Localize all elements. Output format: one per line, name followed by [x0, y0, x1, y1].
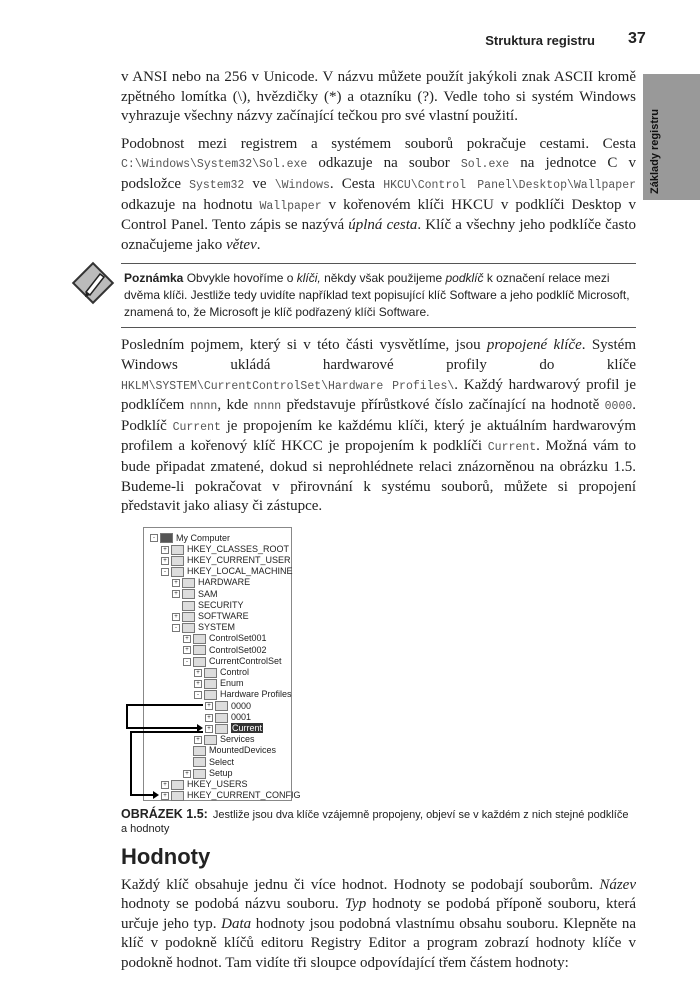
computer-icon [160, 533, 173, 543]
expand-icon[interactable]: + [172, 613, 180, 621]
folder-icon [193, 757, 206, 767]
paragraph-1: v ANSI nebo na 256 v Unicode. V názvu můžete použít jakýkoli znak ASCII kromě zpětného lomítka (\), hvězdičky (*) a otazníku (?). Vedle toho si systém Windows vyhrazuje všechny názvy začínající tečkou pro své vlastní použití. [121, 69, 636, 125]
expand-icon[interactable]: + [183, 635, 191, 643]
link-arrow-line [126, 727, 198, 729]
collapse-icon[interactable]: - [194, 691, 202, 699]
tree-node-label: Hardware Profiles [220, 689, 292, 700]
expand-icon[interactable]: + [161, 557, 169, 565]
tree-node[interactable] [172, 611, 249, 622]
collapse-icon[interactable]: - [172, 624, 180, 632]
tree-node[interactable] [183, 633, 267, 644]
tree-node-label: SECURITY [198, 599, 244, 610]
folder-icon [182, 578, 195, 588]
arrowhead-icon [153, 791, 159, 799]
tree-node[interactable] [194, 678, 244, 689]
tree-node[interactable] [161, 544, 289, 555]
tree-node[interactable] [183, 645, 267, 656]
tree-node[interactable] [172, 622, 235, 633]
expand-icon[interactable]: + [183, 646, 191, 654]
link-arrow-line [126, 704, 128, 729]
collapse-icon[interactable]: - [183, 658, 191, 666]
note-bottom-rule [121, 327, 636, 328]
expand-icon[interactable]: + [194, 669, 202, 677]
collapse-icon[interactable]: - [150, 534, 158, 542]
folder-icon [171, 556, 184, 566]
tree-node-label: HKEY_CLASSES_ROOT [187, 543, 290, 554]
tree-node-label: My Computer [176, 532, 231, 543]
expand-icon[interactable]: + [205, 714, 213, 722]
tree-node[interactable] [194, 734, 255, 745]
tree-node-label: SOFTWARE [198, 611, 249, 622]
expand-icon[interactable]: + [161, 546, 169, 554]
tree-node[interactable] [172, 600, 244, 611]
tree-node[interactable] [205, 712, 251, 723]
tree-node-label: Control [220, 667, 250, 678]
folder-icon [171, 780, 184, 790]
figure-1-5 [121, 527, 301, 801]
tree-node[interactable] [150, 533, 230, 544]
expand-icon[interactable]: + [205, 702, 213, 710]
folder-icon [193, 769, 206, 779]
tree-node-label: Current [232, 723, 263, 734]
expand-icon[interactable]: + [205, 725, 213, 733]
text-column [121, 68, 636, 1002]
folder-icon [182, 589, 195, 599]
running-header: Struktura registru [485, 33, 595, 48]
paragraph-2: Podobnost mezi registrem a systémem souborů pokračuje cestami. Cesta C:\Windows\System32\Sol.exe odkazuje na soubor Sol.exe na jednotce C v podsložce System32 ve \Windows. Cesta HKCU\Control Panel\Desktop\Wallpaper odkazuje na hodnotu Wallpaper v kořenovém klíči HKCU v podklíči Desktop v Control Panel. Tento zápis se nazývá úplná cesta. Klíč a všechny jeho podklíče často označujeme jako větev. [121, 135, 637, 253]
collapse-icon[interactable]: - [161, 568, 169, 576]
paragraph-4: Každý klíč obsahuje jednu či více hodnot. Hodnoty se podobají souborům. Název hodnoty se podobá názvu souboru. Typ hodnoty se podobá příponě souboru, která určuje jeho typ. Data hodnoty jsou podobná vlastnímu obsahu souboru. Klepněte na klíč v podokně klíčů editoru Registry Editor a program zobrazí hodnoty klíče v podokně hodnot. Tam vidíte tři sloupce odpovídající třem částem hodnoty: [121, 876, 637, 972]
link-arrow-line [130, 794, 154, 796]
folder-icon [182, 623, 195, 633]
tree-node-label: HKEY_CURRENT_USER [187, 555, 291, 566]
folder-icon [215, 701, 228, 711]
tree-node[interactable] [205, 723, 263, 734]
tree-node-label: HKEY_USERS [187, 779, 248, 790]
tree-node[interactable] [183, 768, 233, 779]
note-pencil-icon [70, 260, 116, 306]
folder-icon [193, 746, 206, 756]
registry-tree-figure [143, 527, 301, 801]
folder-icon [171, 791, 184, 801]
tree-node-label: ControlSet002 [209, 644, 267, 655]
tree-node[interactable] [183, 745, 276, 756]
expand-icon[interactable]: + [194, 680, 202, 688]
tree-node-label: Enum [220, 678, 244, 689]
tree-node-label: SYSTEM [198, 622, 236, 633]
folder-icon [204, 679, 217, 689]
tree-node[interactable] [194, 689, 292, 700]
note-box: Poznámka Obvykle hovoříme o klíči, někdy však použijeme podklíč k označení relace mezi dvěma klíči. Jestliže tedy uvidíte například text popisující klíč Software a jeho podklíč Microsoft, znamená to, že Microsoft je klíč podřazený klíči Software. [124, 271, 630, 320]
note-section [121, 263, 636, 328]
tree-node-label: 0001 [231, 711, 252, 722]
tree-node-label: HARDWARE [198, 577, 251, 588]
tree-node-label: 0000 [231, 700, 252, 711]
tree-node[interactable] [172, 577, 250, 588]
link-arrow-line [130, 731, 203, 733]
tree-node-label: Services [220, 734, 255, 745]
tree-node[interactable] [194, 667, 249, 678]
tree-node[interactable] [161, 779, 248, 790]
folder-icon [171, 545, 184, 555]
tree-node-label: HKEY_LOCAL_MACHINE [187, 566, 293, 577]
expand-icon[interactable]: + [183, 770, 191, 778]
page-number: 37 [628, 30, 646, 47]
folder-icon [204, 690, 217, 700]
section-heading: Hodnoty [121, 843, 211, 869]
tree-node-label: Select [209, 756, 235, 767]
expand-icon[interactable]: + [161, 792, 169, 800]
folder-icon [182, 612, 195, 622]
expand-icon[interactable]: + [172, 590, 180, 598]
figure-caption: OBRÁZEK 1.5: Jestliže jsou dva klíče vzájemně propojeny, objeví se v každém z nich stejné podklíče a hodnoty [121, 806, 629, 835]
tree-node[interactable] [172, 589, 218, 600]
folder-icon [215, 713, 228, 723]
expand-icon[interactable]: + [194, 736, 202, 744]
folder-icon [193, 657, 206, 667]
tree-node-label: SAM [198, 588, 218, 599]
folder-icon [215, 724, 228, 734]
tree-node[interactable] [205, 701, 251, 712]
folder-icon [182, 601, 195, 611]
expand-icon[interactable]: + [172, 579, 180, 587]
tree-node[interactable] [183, 656, 282, 667]
chapter-side-tab: Základy registru [643, 74, 700, 200]
folder-icon [204, 735, 217, 745]
expand-icon[interactable]: + [161, 781, 169, 789]
tree-node-label: MountedDevices [209, 745, 277, 756]
link-arrow-line [126, 704, 203, 706]
tree-node[interactable] [161, 790, 301, 801]
tree-node-label: CurrentControlSet [209, 655, 282, 666]
tree-node-label: HKEY_CURRENT_CONFIG [187, 790, 301, 801]
link-arrow-line [130, 731, 132, 796]
tree-node-label: ControlSet001 [209, 633, 267, 644]
folder-icon [193, 645, 206, 655]
tree-node[interactable] [183, 757, 234, 768]
folder-icon [204, 668, 217, 678]
folder-icon [171, 567, 184, 577]
tree-node[interactable] [161, 555, 291, 566]
tree-node-label: Setup [209, 767, 233, 778]
tree-node[interactable] [161, 566, 293, 577]
folder-icon [193, 634, 206, 644]
paragraph-3: Posledním pojmem, který si v této části vysvětlíme, jsou propojené klíče. Systém Windows ukládá hardwarové profily do klíče HKLM\SYSTEM\CurrentControlSet\Hardware Profiles\. Každý hardwarový profil je podklíčem nnnn, kde nnnn představuje přírůstkové číslo začínající na hodnotě 0000. Podklíč Current je propojením ke každému klíči, který je aktuálním hardwarovým profilem a kořenový klíč HKCC je propojením k podklíči Current. Možná vám to bude připadat zmatené, dokud si neprohlédnete relaci znázorněnou na obrázku 1.5. Budeme-li pokračovat v přirovnání k systému souborů, můžete si propojení představit jako aliasy či zástupce. [121, 337, 636, 515]
